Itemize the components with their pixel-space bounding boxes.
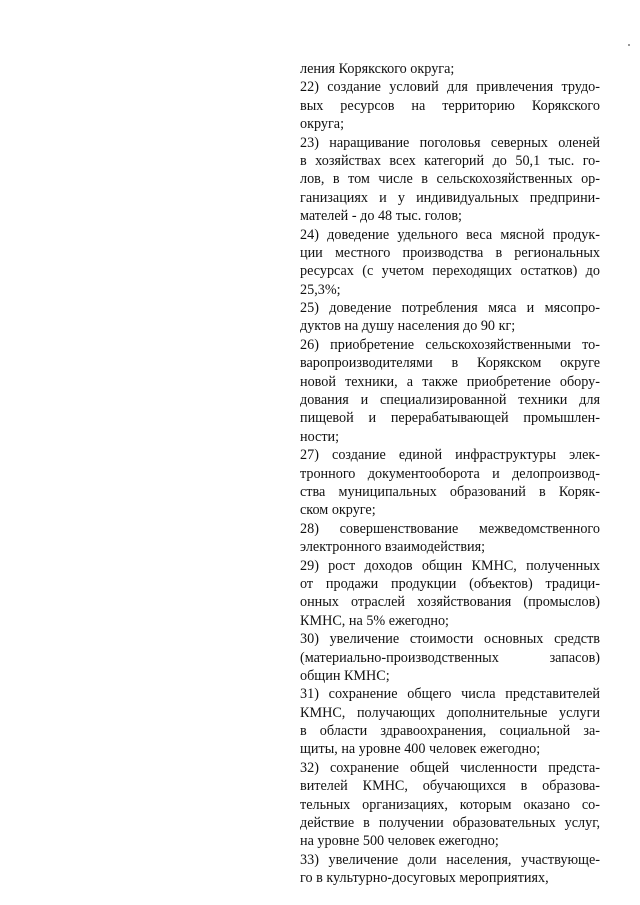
text-line: в области здравоохранения, социальной за-	[300, 723, 600, 740]
text-line: 27) создание единой инфраструктуры элек-	[300, 447, 600, 464]
text-line: 29) рост доходов общин КМНС, полученных	[300, 557, 600, 574]
text-line: 30) увеличение стоимости основных средств	[300, 631, 600, 648]
text-line: 26) приобретение сельскохозяйственными то-	[300, 336, 600, 353]
text-line: тронного документооборота и делопроизвод-	[300, 465, 600, 482]
text-line: КМНС, на 5% ежегодно;	[300, 612, 449, 629]
list-item-item-21-cont	[300, 60, 600, 78]
text-line: 33) увеличение доли населения, участвующе-	[300, 851, 600, 868]
text-line: щиты, на уровне 400 человек ежегодно;	[300, 741, 541, 758]
text-line: ганизациях и у индивидуальных предприни-	[300, 189, 600, 206]
text-line: 23) наращивание поголовья северных оленей	[300, 134, 600, 151]
text-line: 24) доведение удельного веса мясной продук-	[300, 226, 600, 243]
list-item-item-25	[300, 299, 600, 336]
text-line: лов, в том числе в сельскохозяйственных ор-	[300, 171, 600, 188]
text-line: от продажи продукции (объектов) традици-	[300, 575, 600, 592]
text-line: вых ресурсов на территорию Корякского	[300, 97, 600, 114]
list-item-item-31	[300, 685, 600, 759]
text-line: (материально-производственных запасов)	[300, 649, 600, 666]
text-line: 22) создание условий для привлечения трудо-	[300, 79, 600, 96]
text-line: на уровне 500 человек ежегодно;	[300, 833, 499, 850]
text-line: ства муниципальных образований в Коряк-	[300, 483, 600, 500]
text-line: варопроизводителями в Корякском округе	[300, 355, 600, 372]
text-line: действие в получении образовательных услуг,	[300, 815, 600, 832]
text-column	[300, 60, 600, 888]
text-line: дуктов на душу населения до 90 кг;	[300, 318, 516, 335]
text-line: новой техники, а также приобретение обору-	[300, 373, 600, 390]
text-line: 32) сохранение общей численности предста-	[300, 759, 600, 776]
list-item-item-33	[300, 851, 600, 888]
text-line: онных отраслей хозяйствования (промыслов)	[300, 594, 600, 611]
text-line: 28) совершенствование межведомственного	[300, 520, 600, 537]
text-line: ции местного производства в региональных	[300, 244, 600, 261]
list-item-item-28	[300, 520, 600, 557]
list-item-item-23	[300, 134, 600, 226]
list-item-item-32	[300, 759, 600, 851]
text-line: округа;	[300, 116, 345, 133]
scan-speck	[628, 44, 630, 46]
text-line: в хозяйствах всех категорий до 50,1 тыс. го-	[300, 152, 600, 169]
text-line: дования и специализированной техники для	[300, 392, 600, 409]
text-line: 31) сохранение общего числа представителей	[300, 686, 600, 703]
text-line: ском округе;	[300, 502, 376, 519]
text-line: ности;	[300, 428, 340, 445]
text-line: ления Корякского округа;	[300, 61, 455, 77]
list-item-item-24	[300, 226, 600, 300]
text-line: ресурсах (с учетом переходящих остатков) до	[300, 263, 600, 280]
list-item-item-22	[300, 78, 600, 133]
text-line: общин КМНС;	[300, 667, 390, 684]
list-item-item-27	[300, 446, 600, 520]
list-item-item-26	[300, 336, 600, 446]
text-line: вителей КМНС, обучающихся в образова-	[300, 778, 600, 795]
text-line: КМНС, получающих дополнительные услуги	[300, 704, 600, 721]
text-line: го в культурно-досуговых мероприятиях,	[300, 870, 549, 887]
text-line: 25) доведение потребления мяса и мясопро-	[300, 300, 600, 317]
list-item-item-30	[300, 630, 600, 685]
text-line: 25,3%;	[300, 281, 341, 298]
text-line: электронного взаимодействия;	[300, 539, 486, 556]
text-line: тельных организациях, которым оказано со-	[300, 796, 600, 813]
list-item-item-29	[300, 557, 600, 631]
text-line: мателей - до 48 тыс. голов;	[300, 208, 462, 225]
text-line: пищевой и перерабатывающей промышлен-	[300, 410, 600, 427]
